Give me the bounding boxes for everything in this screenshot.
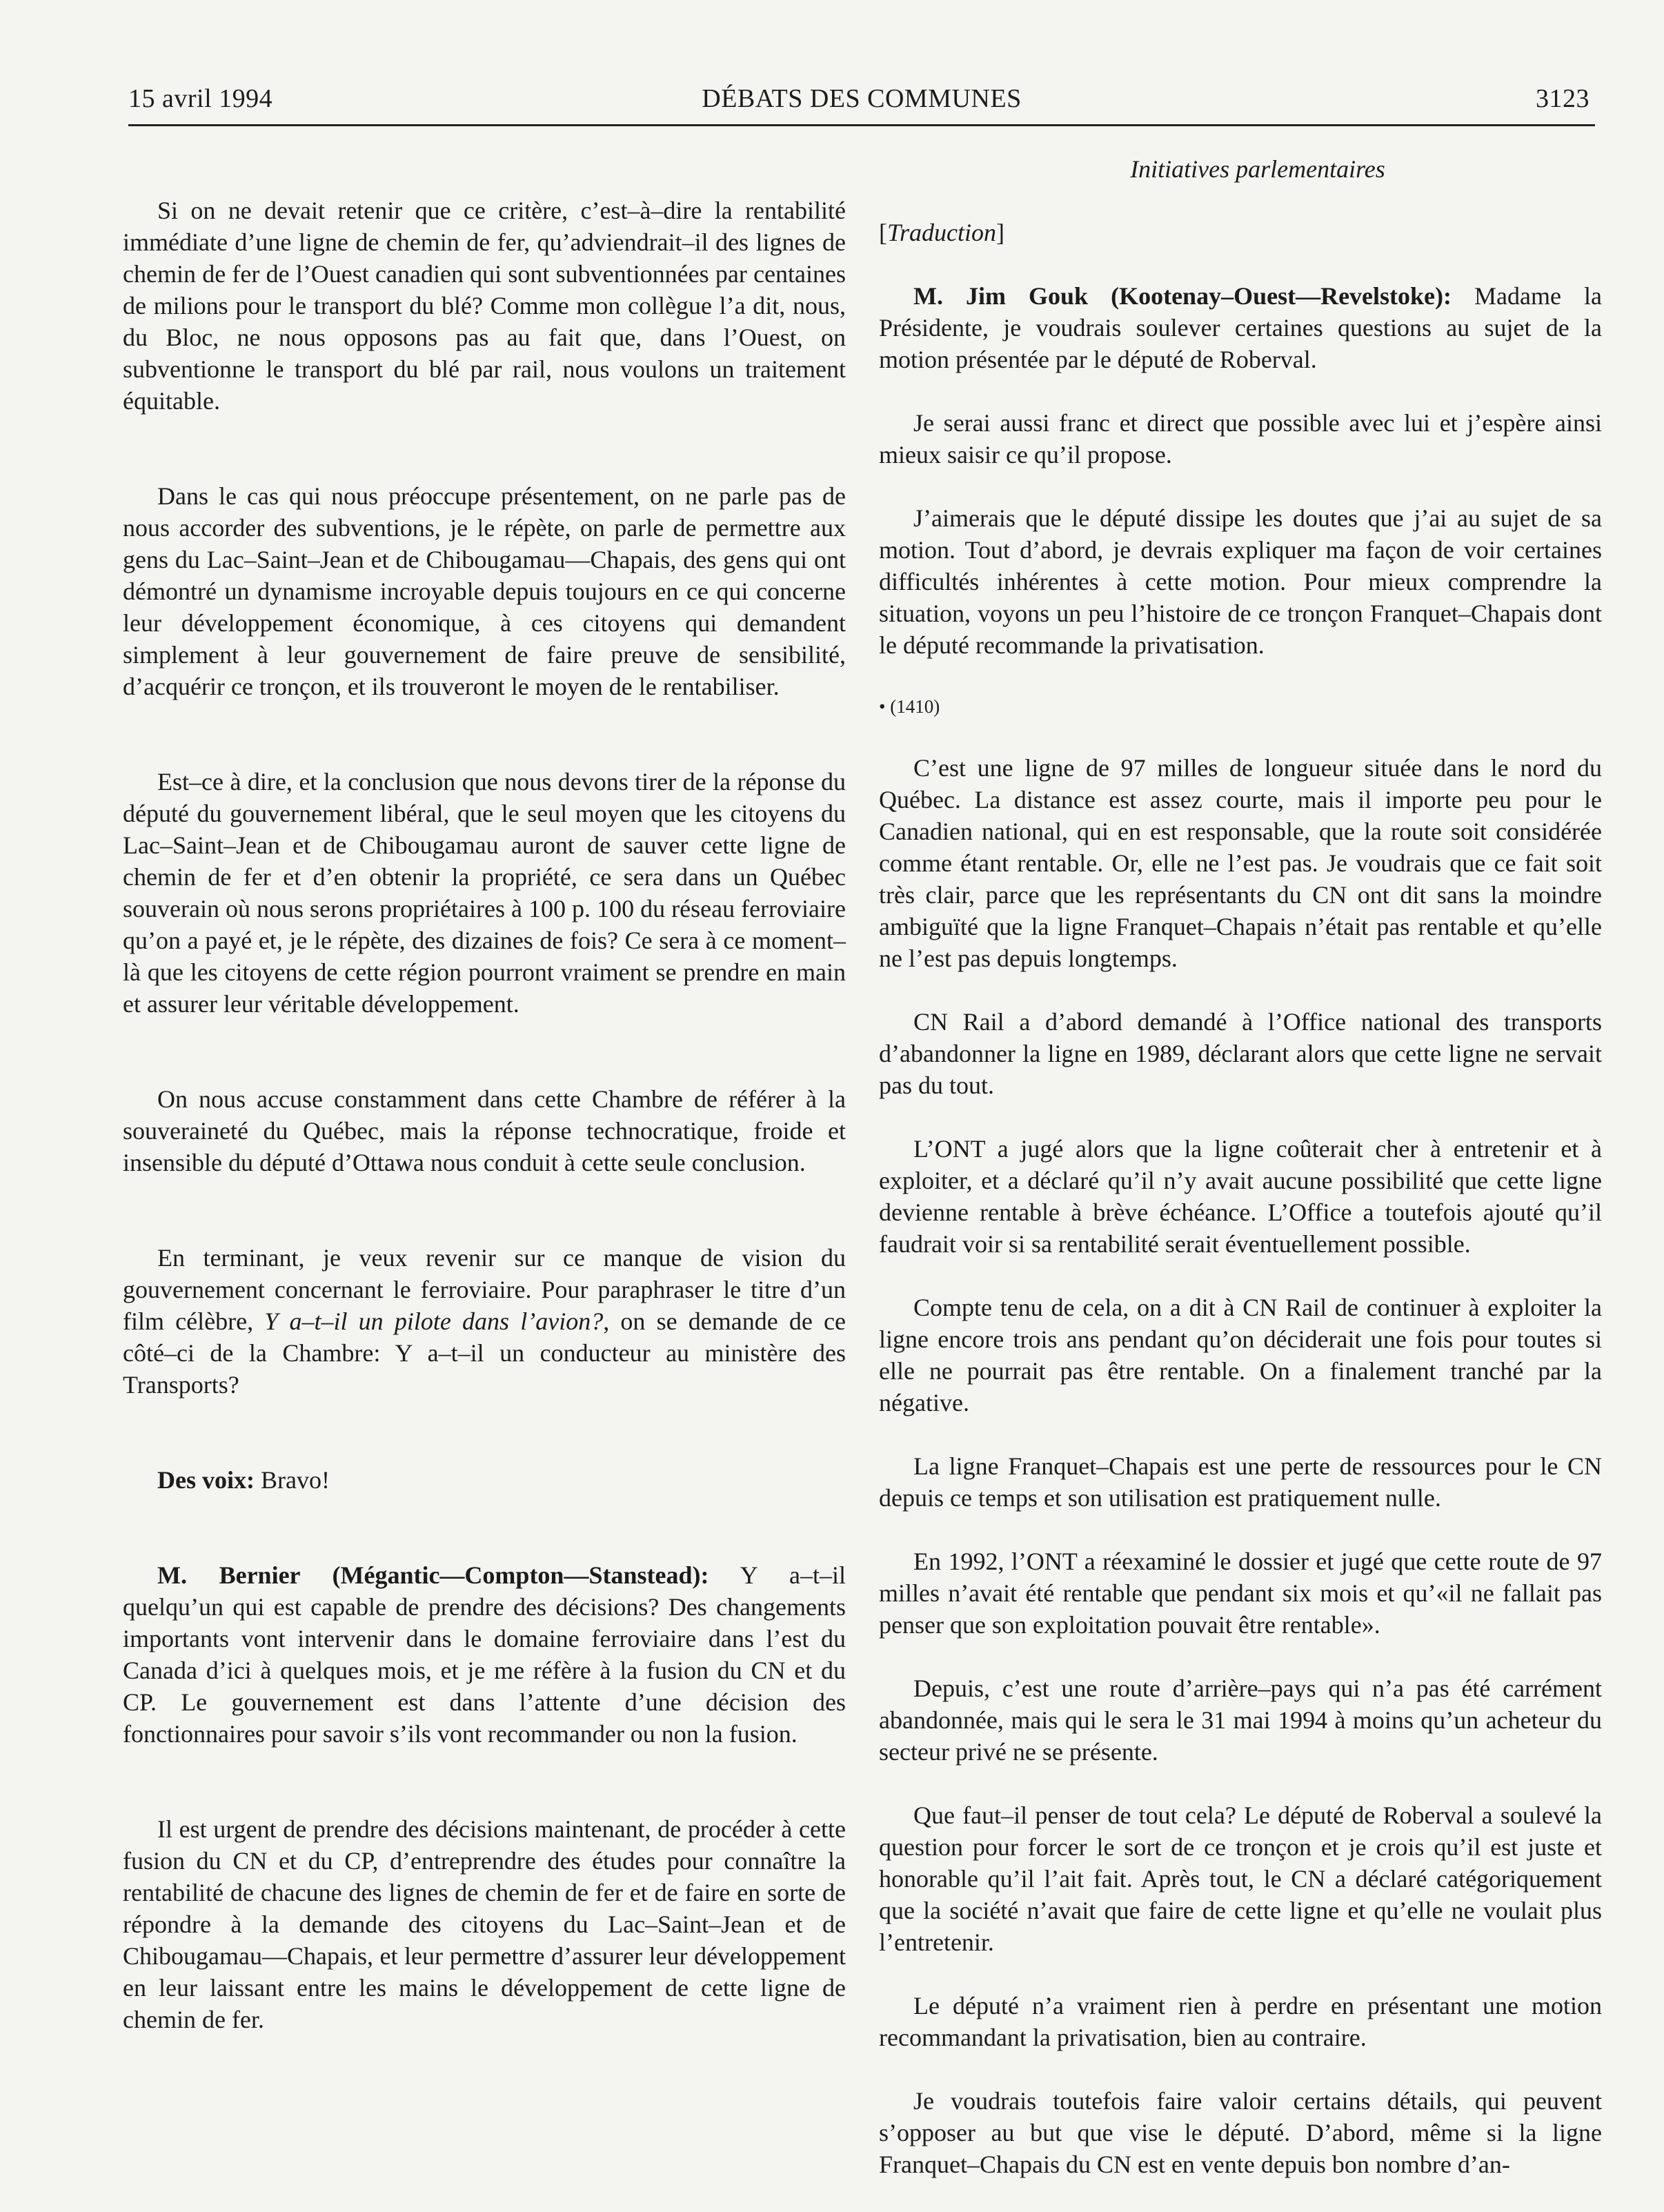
paragraph: C’est une ligne de 97 milles de longueur située dans le nord du Québec. La distance est assez courte, mais il importe peu pour le Canadien national, qui en est responsable, que la route soit considérée comme étant rentable. Or, elle ne l’est pas. Je voudrais que ce fait soit très clair, parce que les représentants du CN ont dit sans la moindre ambiguïté que la ligne Franquet–Chapais n’était pas rentable et qu’elle ne l’est pas depuis longtemps.	[879, 754, 1602, 972]
translation-tag	[879, 217, 1602, 248]
header-title: DÉBATS DES COMMUNES	[702, 84, 1022, 113]
film-title: Y a–t–il un pilote dans l’avion?	[264, 1307, 604, 1335]
page-header	[128, 81, 1595, 126]
paragraph: Dans le cas qui nous préoccupe présentement, on ne parle pas de nous accorder des subventions, je le répète, on parle de permettre aux gens du Lac–Saint–Jean et de Chibougamau—Chapais, des gens qui ont démontré un dynamisme incroyable depuis toujours en ce qui concerne leur développement économique, à ces citoyens qui demandent simplement à leur gouvernement de faire preuve de sensibilité, d’acquérir ce tronçon, et ils trouveront le moyen de le rentabiliser.	[123, 482, 846, 700]
paragraph: J’aimerais que le député dissipe les doutes que j’ai au sujet de sa motion. Tout d’abord, je devrais expliquer ma façon de voir certaines difficultés inhérentes à cette motion. Pour mieux comprendre la situation, voyons un peu l’histoire de ce tronçon Franquet–Chapais dont le député recommande la privatisation.	[879, 504, 1602, 659]
paragraph: CN Rail a d’abord demandé à l’Office national des transports d’abandonner la ligne en 1989, déclarant alors que cette ligne ne servait pas du tout.	[879, 1008, 1602, 1099]
paragraph: Le député n’a vraiment rien à perdre en présentant une motion recommandant la privatisation, bien au contraire.	[879, 1992, 1602, 2051]
bracket-close: ]	[996, 219, 1005, 246]
speaker-name: M. Jim Gouk (Kootenay–Ouest—Revelstoke):	[913, 282, 1452, 310]
paragraph-text: , on se demande de ce côté–ci de la Chambre: Y a–t–il un conducteur au ministère des Transports?	[123, 1307, 846, 1399]
left-column	[123, 195, 846, 2099]
speech-text: Madame la Présidente, je voudrais soulever certaines questions au sujet de la motion présentée par le député de Roberval.	[879, 282, 1602, 373]
right-column	[879, 153, 1602, 2212]
paragraph: Que faut–il penser de tout cela? Le député de Roberval a soulevé la question pour forcer le sort de ce tronçon et je crois qu’il est juste et honorable qu’il l’ait fait. Après tout, le CN a déclaré catégoriquement que la société n’avait que faire de cette ligne et qu’elle ne voulait plus l’entretenir.	[879, 1801, 1602, 1956]
paragraph	[123, 1464, 846, 1496]
page-number: 3123	[1536, 84, 1589, 113]
paragraph: L’ONT a jugé alors que la ligne coûterait cher à entretenir et à exploiter, et a déclaré qu’il n’y avait aucune possibilité que cette ligne devienne rentable à brève échéance. L’Office a toutefois ajouté qu’il faudrait voir si sa rentabilité serait éventuellement possible.	[879, 1135, 1602, 1258]
translation-label: Traduction	[887, 219, 997, 246]
paragraph	[879, 280, 1602, 375]
speech-text: Bravo!	[254, 1466, 330, 1494]
paragraph: Est–ce à dire, et la conclusion que nous devons tirer de la réponse du député du gouvernement libéral, que le seul moyen que les citoyens du Lac–Saint–Jean et de Chibougamau auront de sauver cette ligne de chemin de fer et d’en obtenir la propriété, ce sera dans un Québec souverain où nous serons propriétaires à 100 p. 100 du réseau ferroviaire qu’on a payé et, je le répète, des dizaines de fois? Ce sera à ce moment–là que les citoyens de cette région pourront vraiment se prendre en main et assurer leur véritable développement.	[123, 768, 846, 1018]
paragraph	[123, 1242, 846, 1401]
paragraph: On nous accuse constamment dans cette Chambre de référer à la souveraineté du Québec, mais la réponse technocratique, froide et insensible du député d’Ottawa nous conduit à cette seule conclusion.	[123, 1085, 846, 1176]
paragraph: Si on ne devait retenir que ce critère, c’est–à–dire la rentabilité immédiate d’une ligne de chemin de fer, qu’adviendrait–il des lignes de chemin de fer de l’Ouest canadien qui sont subventionnées par centaines de milions pour le transport du blé? Comme mon collègue l’a dit, nous, du Bloc, ne nous opposons pas au fait que, dans l’Ouest, on subventionne le transport du blé par rail, nous voulons un traitement équitable.	[123, 197, 846, 415]
paragraph: Depuis, c’est une route d’arrière–pays qui n’a pas été carrément abandonnée, mais qui le sera le 31 mai 1994 à moins qu’un acheteur du secteur privé ne se présente.	[879, 1675, 1602, 1766]
time-marker: • (1410)	[879, 696, 940, 717]
section-heading: Initiatives parlementaires	[1130, 155, 1385, 183]
paragraph: Compte tenu de cela, on a dit à CN Rail de continuer à exploiter la ligne encore trois ans pendant qu’on déciderait une fois pour toutes si elle ne pourrait pas être rentable. On a finalement tranché par la négative.	[879, 1294, 1602, 1416]
speaker-name: M. Bernier (Mégantic—Compton—Stanstead):	[157, 1561, 709, 1589]
paragraph: Je voudrais toutefois faire valoir certains détails, qui peuvent s’opposer au but que vise le député. D’abord, même si la ligne Franquet–Chapais du CN est en vente depuis bon nombre d’an-	[879, 2087, 1602, 2178]
speech-text: Y a–t–il quelqu’un qui est capable de prendre des décisions? Des changements importants vont intervenir dans le domaine ferroviaire dans l’est du Canada d’ici à quelques mois, et je me réfère à la fusion du CN et du CP. Le gouvernement est dans l’attente d’une décision des fonctionnaires pour savoir s’ils vont recommander ou non la fusion.	[123, 1561, 846, 1748]
paragraph-text: En terminant, je veux revenir sur ce manque de vision du gouvernement concernant le ferroviaire. Pour paraphraser le titre d’un film célèbre,	[123, 1244, 846, 1335]
bracket-open: [	[879, 219, 887, 246]
paragraph: Je serai aussi franc et direct que possible avec lui et j’espère ainsi mieux saisir ce qu’il propose.	[879, 409, 1602, 468]
paragraph: Il est urgent de prendre des décisions maintenant, de procéder à cette fusion du CN et du CP, d’entreprendre des études pour connaître la rentabilité de chacune des lignes de chemin de fer et de faire en sorte de répondre à la demande des citoyens du Lac–Saint–Jean et de Chibougamau—Chapais, et leur permettre d’assurer leur développement en leur laissant entre les mains le développement de cette ligne de chemin de fer.	[123, 1815, 846, 2033]
paragraph: En 1992, l’ONT a réexaminé le dossier et jugé que cette route de 97 milles n’avait été rentable que pendant six mois et qu’«il ne fallait pas penser que son exploitation pouvait être rentable».	[879, 1548, 1602, 1639]
speaker-name: Des voix:	[157, 1466, 255, 1494]
header-date: 15 avril 1994	[128, 84, 273, 113]
paragraph: La ligne Franquet–Chapais est une perte de ressources pour le CN depuis ce temps et son utilisation est pratiquement nulle.	[879, 1452, 1602, 1512]
paragraph	[123, 1559, 846, 1750]
